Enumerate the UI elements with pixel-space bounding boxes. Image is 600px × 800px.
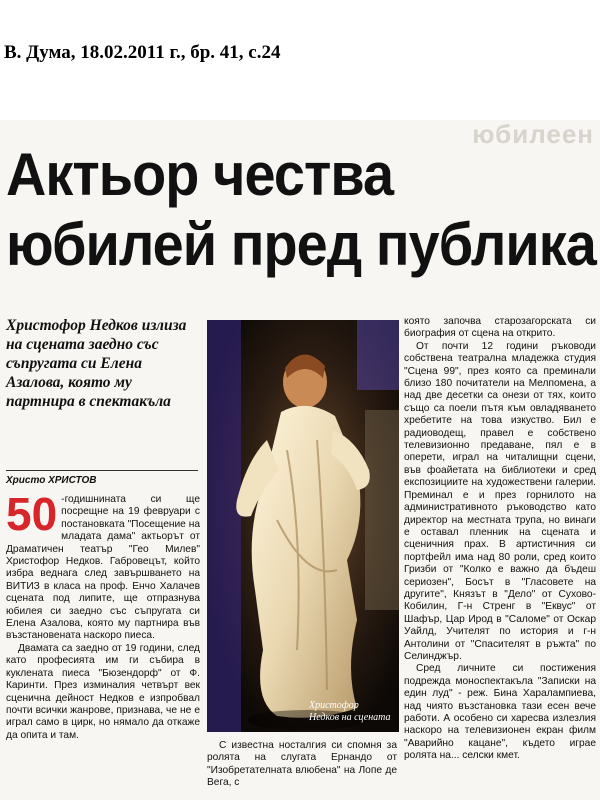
headline-line-2: юбилей пред публика [6, 211, 596, 278]
drop-cap: 50 [6, 494, 58, 540]
newspaper-clipping [0, 120, 600, 800]
actor-photo-illustration [207, 320, 399, 732]
body-paragraph-5: От почти 12 години ръководи собствена театрална младежка студия "Сцена 99", през която са преминали близо 180 почитатели на Мелпомена, а над две десетки са онези от тях, които също са поели пътя към овладяването хребетите на това изкуство. Бил е радиоводещ, правел е собствено телевизионно предаване, пял е в оперети, играл на читалищни сцени, във фоайетата на библиотеки и сред експозициите на художествени галерии. Преминал е и през горнилото на административното ръководство като директор на местната трупа, но винаги е оставал пленник на сцената и сценичния прах. В артистичния си портфейл има над 80 роли, сред които Гризби от "Колко е важно да бъдеш сериозен", Босът в "Гласовете на другите", Князът в "Дело" от Сухово-Кобилин, Г-н Стренг в "Еквус" от Шафър, Цар Ирод в "Саломе" от Оскар Уайлд, Учителят по история и г-н Антолини от "Спасителят в ръжта" по Селинджър. [404, 340, 596, 662]
column-1 [6, 494, 200, 800]
column-3 [404, 316, 596, 800]
bleed-through-text: юбилеен [472, 122, 594, 149]
headline [6, 140, 596, 280]
body-paragraph-1: -годишнината си ще посрещне на 19 февруари с постановката "Посещение на младата дама" актьорът от Драматичен театър "Гео Милев" Христофор Недков. Габровецът, който избра веднага след завършването на ВИТИЗ в класа на проф. Енчо Халачев сцената под липите, ще отпразнува юбилея си заедно със съпругата си Елена Азалова, която му партнира във възстановената наскоро пиеса. [6, 494, 200, 642]
headline-line-1: Актьор чества [6, 141, 394, 208]
body-paragraph-6: Сред личните си постижения подрежда моноспектакъла "Записки на един луд" - реж. Бина Харалампиева, над чиято възстановка тази есен вече работи. А особено си харесва излезлия наскоро на телевизионен екран филм "Аварийно кацане", където играе ролята на... селски кмет. [404, 663, 596, 762]
author-byline: Христо ХРИСТОВ [6, 475, 97, 486]
photo-caption: Христофор Недков на сцената [309, 700, 391, 723]
actor-photo [207, 320, 399, 732]
source-line: В. Дума, 18.02.2011 г., бр. 41, с.24 [4, 42, 281, 63]
author-divider [6, 470, 198, 471]
lead-paragraph: Христофор Недков излиза на сцената заедно със съпругата си Елена Азалова, която му партнира в спектакъла [6, 317, 187, 410]
body-paragraph-2: Двамата са заедно от 19 години, след като професията им ги събира в куклената пиеса "Бюзендорф" от Ф. Каринти. През изминалия четвърт век сценична дейност Недков е изпробвал почти всички жанрове, признава, че не е играл само в цирк, но нямало да откаже да опита и там. [6, 642, 200, 741]
body-paragraph-4: която започва старозагорската си биография от сцена на открито. [404, 316, 596, 340]
column-2-text: С известна носталгия си спомня за ролята на слугата Ернандо от "Изобретателната влюбена" на Лопе де Вега, с [207, 740, 397, 789]
